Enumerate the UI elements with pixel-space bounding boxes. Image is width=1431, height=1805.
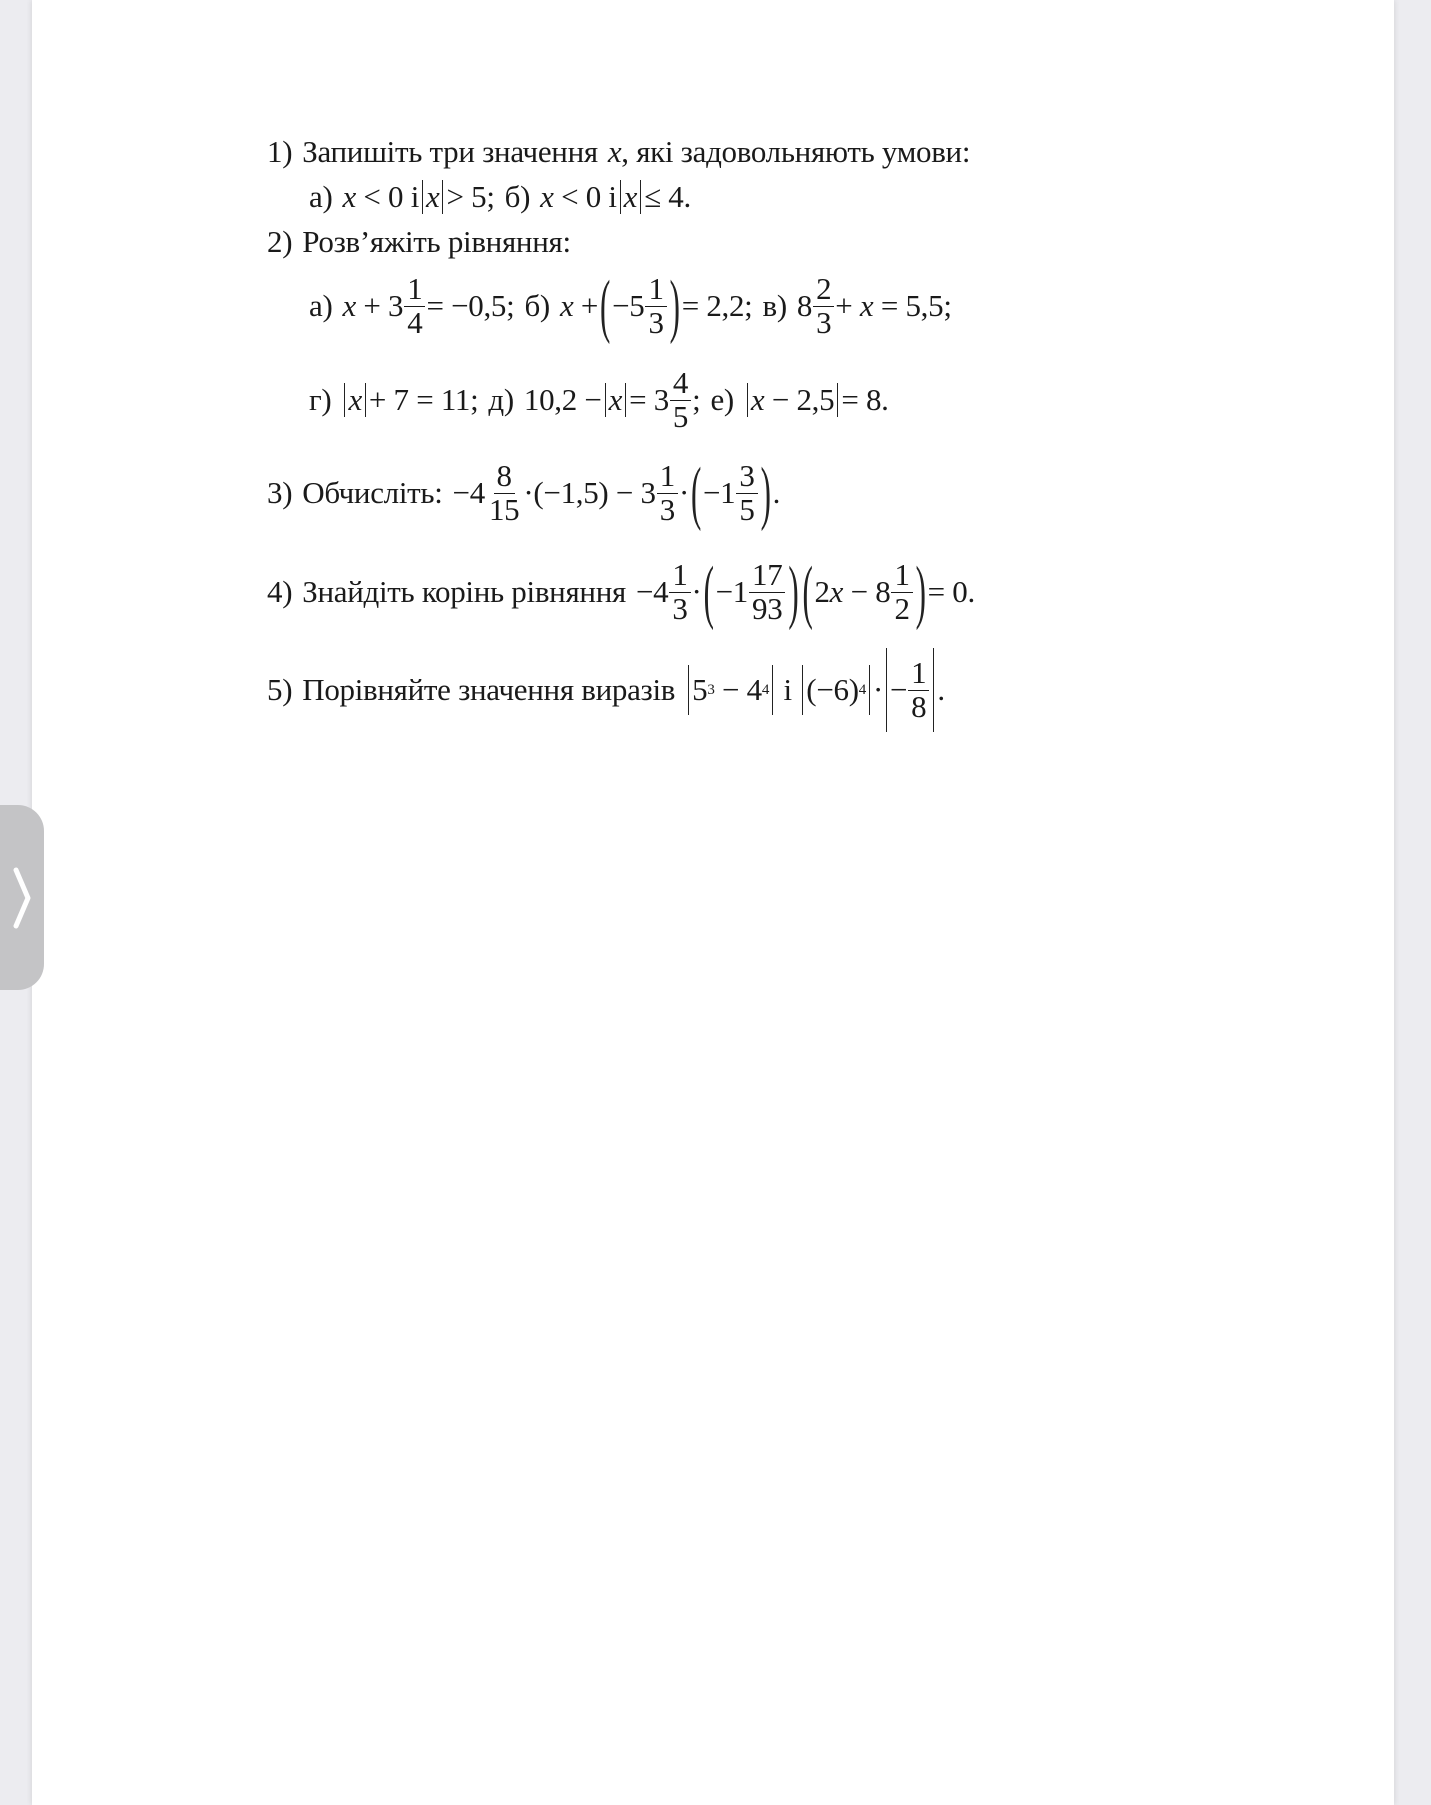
chevron-right-icon bbox=[12, 866, 32, 930]
denominator: 8 bbox=[911, 688, 927, 724]
paren: ( bbox=[690, 451, 701, 533]
math-text: · bbox=[691, 574, 702, 609]
paren: ) bbox=[669, 264, 680, 346]
item-label: б) bbox=[524, 288, 550, 323]
math-text: ; bbox=[692, 382, 701, 417]
numerator: 1 bbox=[908, 657, 929, 691]
denominator: 2 bbox=[894, 590, 910, 626]
numerator: 1 bbox=[891, 559, 912, 593]
abs-value: x bbox=[620, 180, 641, 214]
item-label: е) bbox=[710, 382, 734, 417]
math-text: 8 bbox=[796, 288, 813, 323]
sidebar-toggle-handle[interactable] bbox=[0, 805, 44, 990]
fraction bbox=[749, 556, 785, 626]
math-text: = 5,5; bbox=[880, 288, 952, 323]
fraction bbox=[669, 556, 690, 626]
fraction bbox=[486, 457, 522, 527]
problem-text: Порівняйте значення виразів bbox=[302, 672, 676, 707]
numerator: 1 bbox=[657, 460, 678, 494]
denominator: 3 bbox=[672, 590, 688, 626]
abs-value: x bbox=[422, 180, 443, 214]
problem-text: Знайдіть корінь рівняння bbox=[302, 574, 626, 609]
problem-number: 1) bbox=[267, 134, 293, 169]
fraction bbox=[813, 270, 834, 340]
fraction bbox=[657, 457, 678, 527]
math-text: − bbox=[889, 672, 908, 707]
math-text: = 2,2; bbox=[681, 288, 753, 323]
numerator: 1 bbox=[669, 559, 690, 593]
numerator: 1 bbox=[404, 273, 425, 307]
variable: x bbox=[829, 574, 844, 609]
math-text: = −0,5; bbox=[426, 288, 515, 323]
variable: x bbox=[342, 288, 356, 323]
math-text: + 3 bbox=[363, 288, 404, 323]
problem-number: 3) bbox=[267, 475, 293, 510]
paren: ( bbox=[600, 264, 611, 346]
math-text: − 2,5 bbox=[771, 381, 835, 417]
math-text: −5 bbox=[612, 288, 645, 323]
math-text: + bbox=[580, 288, 599, 323]
variable: x bbox=[540, 179, 554, 214]
paren: ) bbox=[788, 550, 799, 632]
item-label: а) bbox=[309, 179, 333, 214]
item-label: в) bbox=[762, 288, 787, 323]
math-text: . bbox=[937, 672, 945, 707]
math-text: ·(−1,5) − 3 bbox=[523, 475, 656, 510]
math-text: −1 bbox=[715, 574, 748, 609]
denominator: 3 bbox=[659, 491, 675, 527]
variable: x bbox=[607, 134, 622, 169]
math-text: і bbox=[783, 672, 792, 707]
denominator: 3 bbox=[816, 304, 832, 340]
math-text: −4 bbox=[452, 475, 485, 510]
denominator: 15 bbox=[488, 491, 520, 527]
math-text: = 8. bbox=[841, 382, 889, 417]
math-text: 5 bbox=[692, 671, 708, 707]
abs-value bbox=[747, 383, 838, 417]
variable: x bbox=[559, 288, 574, 323]
problem-number: 5) bbox=[267, 672, 293, 707]
problem-4 bbox=[267, 547, 975, 637]
paren: ( bbox=[802, 550, 813, 632]
denominator: 93 bbox=[752, 590, 783, 626]
item-label: а) bbox=[309, 288, 333, 323]
variable: x bbox=[750, 381, 765, 417]
math-text: + 7 = 11; bbox=[368, 382, 479, 417]
problem-text: Запишіть три значення bbox=[302, 134, 598, 169]
math-text: = 0. bbox=[927, 574, 975, 609]
numerator: 2 bbox=[813, 273, 834, 307]
fraction bbox=[404, 270, 425, 340]
item-label: б) bbox=[504, 179, 531, 214]
math-text: 2 bbox=[814, 574, 830, 609]
problem-5 bbox=[267, 645, 945, 735]
variable: x bbox=[342, 179, 356, 214]
abs-value bbox=[802, 665, 870, 715]
problem-number: 4) bbox=[267, 574, 293, 609]
fraction bbox=[670, 364, 691, 434]
fraction bbox=[891, 556, 912, 626]
problem-2-row-1 bbox=[309, 261, 952, 351]
paren: ) bbox=[915, 550, 926, 632]
math-text: · bbox=[678, 475, 689, 510]
item-label: д) bbox=[488, 382, 514, 417]
abs-value: x bbox=[344, 383, 365, 417]
math-text: −4 bbox=[635, 574, 669, 609]
denominator: 3 bbox=[648, 304, 664, 340]
paren: ( bbox=[703, 550, 714, 632]
problem-3 bbox=[267, 448, 780, 538]
fraction bbox=[645, 270, 666, 340]
numerator: 8 bbox=[494, 460, 515, 494]
exponent: 3 bbox=[707, 681, 715, 698]
paren: ) bbox=[760, 451, 771, 533]
numerator: 17 bbox=[749, 559, 785, 593]
document-page bbox=[32, 0, 1394, 1805]
problem-text: Обчисліть: bbox=[302, 475, 443, 510]
math-text: −1 bbox=[703, 475, 736, 510]
fraction bbox=[736, 457, 757, 527]
math-text: · bbox=[872, 672, 883, 707]
math-text: + bbox=[835, 288, 853, 323]
variable: x bbox=[859, 288, 874, 323]
problem-2-row-2 bbox=[309, 355, 889, 445]
math-text: < 0 і bbox=[363, 179, 420, 214]
numerator: 3 bbox=[736, 460, 757, 494]
fraction bbox=[908, 654, 929, 724]
denominator: 5 bbox=[672, 398, 689, 434]
math-text: (−6) bbox=[806, 671, 859, 707]
denominator: 5 bbox=[739, 491, 755, 527]
numerator: 4 bbox=[670, 367, 691, 401]
item-label: г) bbox=[309, 382, 332, 417]
exponent: 4 bbox=[761, 681, 770, 698]
math-text: 10,2 − bbox=[523, 382, 602, 417]
math-text: = 3 bbox=[629, 382, 669, 417]
math-text: > 5; bbox=[446, 179, 495, 214]
abs-value bbox=[886, 648, 934, 732]
math-text: − 8 bbox=[843, 574, 891, 609]
math-text: . bbox=[772, 475, 781, 510]
problem-text: Розв’яжіть рівняння: bbox=[302, 224, 571, 259]
numerator: 1 bbox=[645, 273, 666, 307]
denominator: 4 bbox=[407, 304, 423, 340]
math-text: − 4 bbox=[714, 671, 762, 707]
math-text: ≤ 4. bbox=[644, 179, 691, 214]
abs-value: x bbox=[605, 383, 626, 417]
math-text: < 0 і bbox=[561, 179, 617, 214]
problem-number: 2) bbox=[267, 224, 293, 259]
problem-text: , які задовольняють умови: bbox=[621, 134, 971, 169]
exponent: 4 bbox=[858, 681, 866, 698]
abs-value bbox=[688, 665, 773, 715]
